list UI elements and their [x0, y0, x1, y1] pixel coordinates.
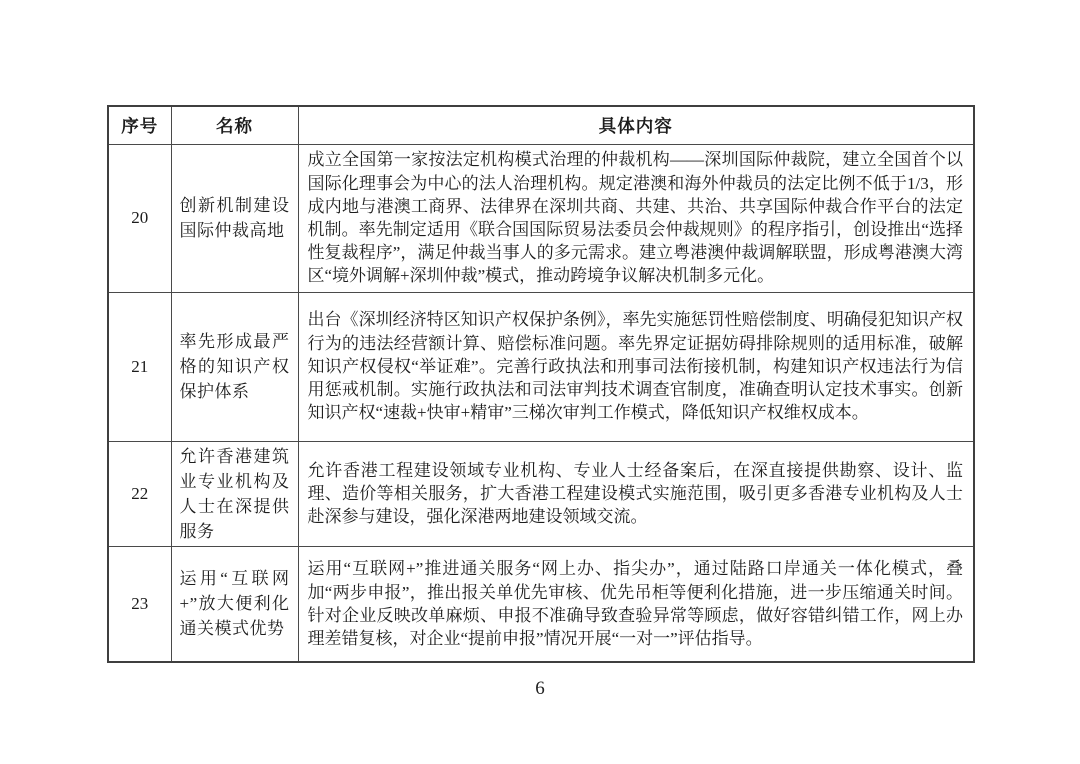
row-serial: 22	[108, 441, 171, 546]
header-serial: 序号	[108, 106, 171, 144]
row-name: 率先形成最严格的知识产权保护体系	[171, 292, 298, 441]
table-row	[108, 546, 974, 662]
row-name: 运用“互联网+”放大便利化通关模式优势	[171, 546, 298, 662]
row-content: 运用“互联网+”推进通关服务“网上办、指尖办”，通过陆路口岸通关一体化模式，叠加“两步申报”，推出报关单优先审核、优先吊柜等便利化措施，进一步压缩通关时间。针对企业反映改单麻烦、申报不准确导致查验异常等顾虑，做好容错纠错工作，网上办理差错复核，对企业“提前申报”情况开展“一对一”评估指导。	[298, 546, 974, 662]
table-row	[108, 292, 974, 441]
row-name: 允许香港建筑业专业机构及人士在深提供服务	[171, 441, 298, 546]
row-content: 成立全国第一家按法定机构模式治理的仲裁机构——深圳国际仲裁院，建立全国首个以国际化理事会为中心的法人治理机构。规定港澳和海外仲裁员的法定比例不低于1/3，形成内地与港澳工商界、法律界在深圳共商、共建、共治、共享国际仲裁合作平台的法定机制。率先制定适用《联合国国际贸易法委员会仲裁规则》的程序指引，创设推出“选择性复裁程序”，满足仲裁当事人的多元需求。建立粤港澳仲裁调解联盟，形成粤港澳大湾区“境外调解+深圳仲裁”模式，推动跨境争议解决机制多元化。	[298, 144, 974, 292]
header-name: 名称	[171, 106, 298, 144]
header-content: 具体内容	[298, 106, 974, 144]
table-header-row	[108, 106, 974, 144]
row-content: 允许香港工程建设领域专业机构、专业人士经备案后，在深直接提供勘察、设计、监理、造价等相关服务，扩大香港工程建设模式实施范围，吸引更多香港专业机构及人士赴深参与建设，强化深港两地建设领域交流。	[298, 441, 974, 546]
page-number: 6	[535, 678, 545, 699]
row-serial: 23	[108, 546, 171, 662]
table-row	[108, 144, 974, 292]
measures-table	[107, 105, 975, 663]
row-content: 出台《深圳经济特区知识产权保护条例》，率先实施惩罚性赔偿制度、明确侵犯知识产权行为的违法经营额计算、赔偿标准问题。率先界定证据妨碍排除规则的适用标准，破解知识产权侵权“举证难”。完善行政执法和刑事司法衔接机制，构建知识产权违法行为信用惩戒机制。实施行政执法和司法审判技术调查官制度，准确查明认定技术事实。创新知识产权“速裁+快审+精审”三梯次审判工作模式，降低知识产权维权成本。	[298, 292, 974, 441]
row-serial: 21	[108, 292, 171, 441]
row-serial: 20	[108, 144, 171, 292]
table-row	[108, 441, 974, 546]
row-name: 创新机制建设国际仲裁高地	[171, 144, 298, 292]
